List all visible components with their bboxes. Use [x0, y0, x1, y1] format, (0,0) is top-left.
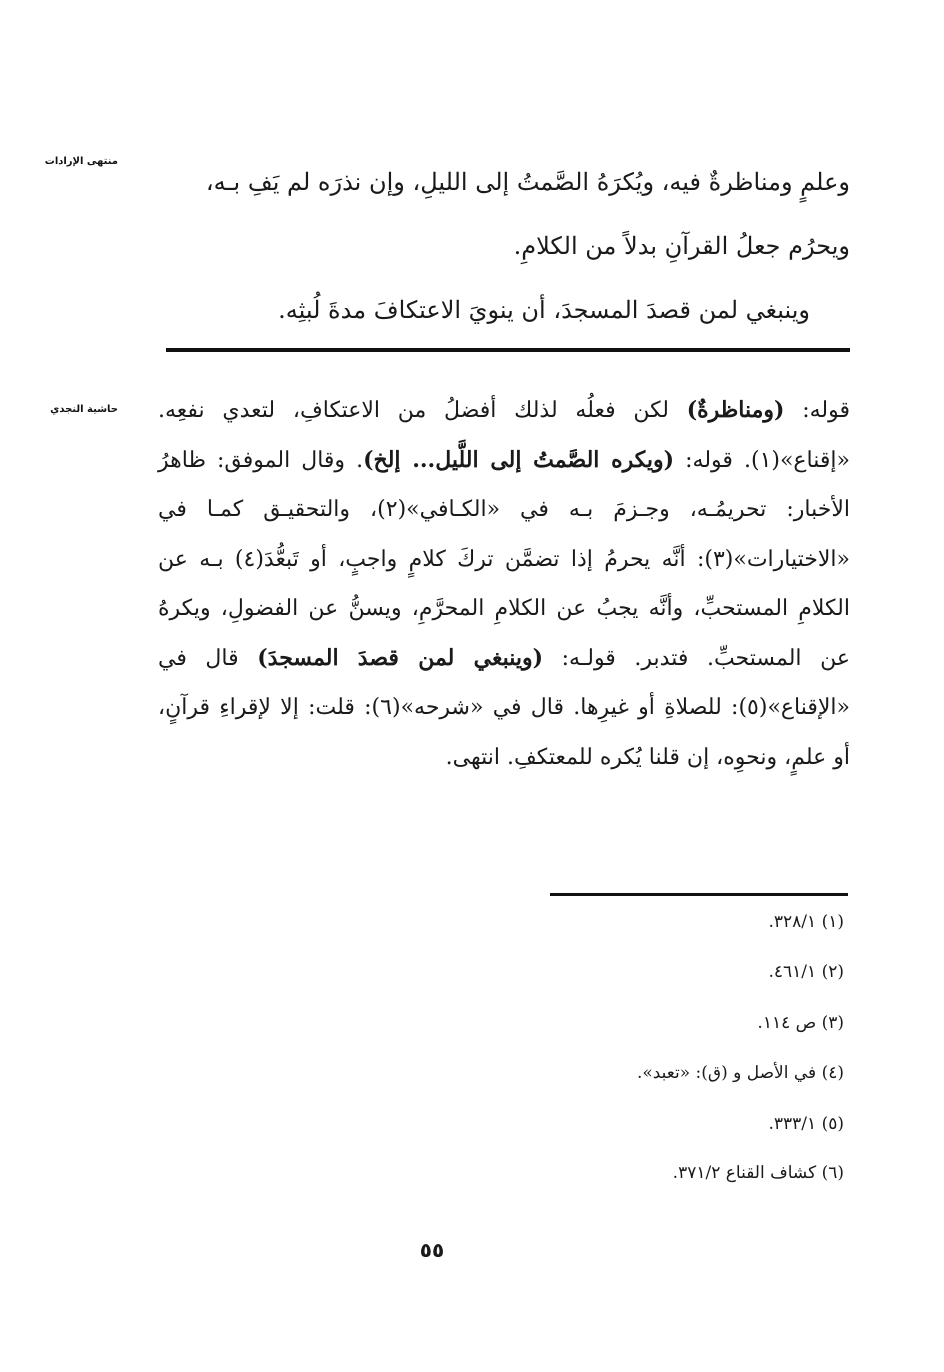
hashiya-quote: (ومناظرةٌ)	[686, 397, 785, 423]
matn-block	[150, 150, 850, 342]
footnote-divider	[550, 893, 848, 896]
matn-line: وعلمٍ ومناظرةٌ فيه، ويُكرَهُ الصَّمتُ إلى الليلِ، وإن نذرَه لم يَفِ بـه،	[205, 168, 850, 196]
hashiya-text: قوله:	[784, 398, 850, 423]
hashiya-quote: (وينبغي لمن قصدَ المسجدَ)	[257, 644, 543, 671]
hashiya-quote: (ويكره الصَّمتُ إلى اللَّيل... إلخ)	[363, 446, 675, 473]
footnote: (٥) ٣٣٣/١.	[768, 1114, 844, 1134]
matn-line: وينبغي لمن قصدَ المسجدَ، أن ينويَ الاعتكافَ مدةَ لُبثِه.	[278, 296, 810, 324]
section-divider	[166, 348, 850, 352]
hashiya-side-label: حاشية النجدي	[50, 404, 118, 415]
matn-side-label: منتهى الإرادات	[44, 156, 118, 167]
footnote: (٣) ص ١١٤.	[757, 1013, 844, 1033]
footnote: (٢) ٤٦١/١.	[768, 962, 844, 982]
hashiya-block	[158, 386, 850, 782]
hashiya-paragraph	[158, 386, 850, 782]
footnote: (١) ٣٢٨/١.	[768, 912, 844, 932]
footnote: (٤) في الأصل و (ق): «تعبد».	[636, 1063, 844, 1083]
page-number: ٥٥	[419, 1238, 445, 1262]
footnote: (٦) كشاف القناع ٣٧١/٢.	[672, 1163, 844, 1183]
hashiya-text: لكن فعلُه لذلك أفضلُ من الاعتكافِ، لتعدي نفعِه. «إقناع»(١). قوله:	[158, 398, 850, 473]
hashiya-text: . وقال الموفق: ظاهرُ الأخبار: تحريمُـه، وجـزمَ بـه في «الكـافي»(٢)، والتحقيـق كمـا في «الاختيارات»(٣): أنَّه يحرمُ إذا تضمَّن تركَ كلامٍ واجبٍ، أو تَبعُّدَ(٤) بـه عن الكلامِ المستحبِّ، وأنَّه يجبُ عن الكلامِ المحرَّمِ، ويسنُّ عن الفضولِ، ويكرهُ عن المستحبِّ. فتدبر. قولـه:	[158, 447, 850, 671]
hashiya-text: قال في «الإقناع»(٥): للصلاةِ أو غيرِها. قال في «شرحه»(٦): قلت: إلا لإقراءِ قرآنٍ، أو علمٍ، ونحوِه، إن قلنا يُكره للمعتكفِ. انتهى.	[158, 645, 851, 770]
matn-line: ويحرُم جعلُ القرآنِ بدلاً من الكلامِ.	[513, 232, 850, 260]
